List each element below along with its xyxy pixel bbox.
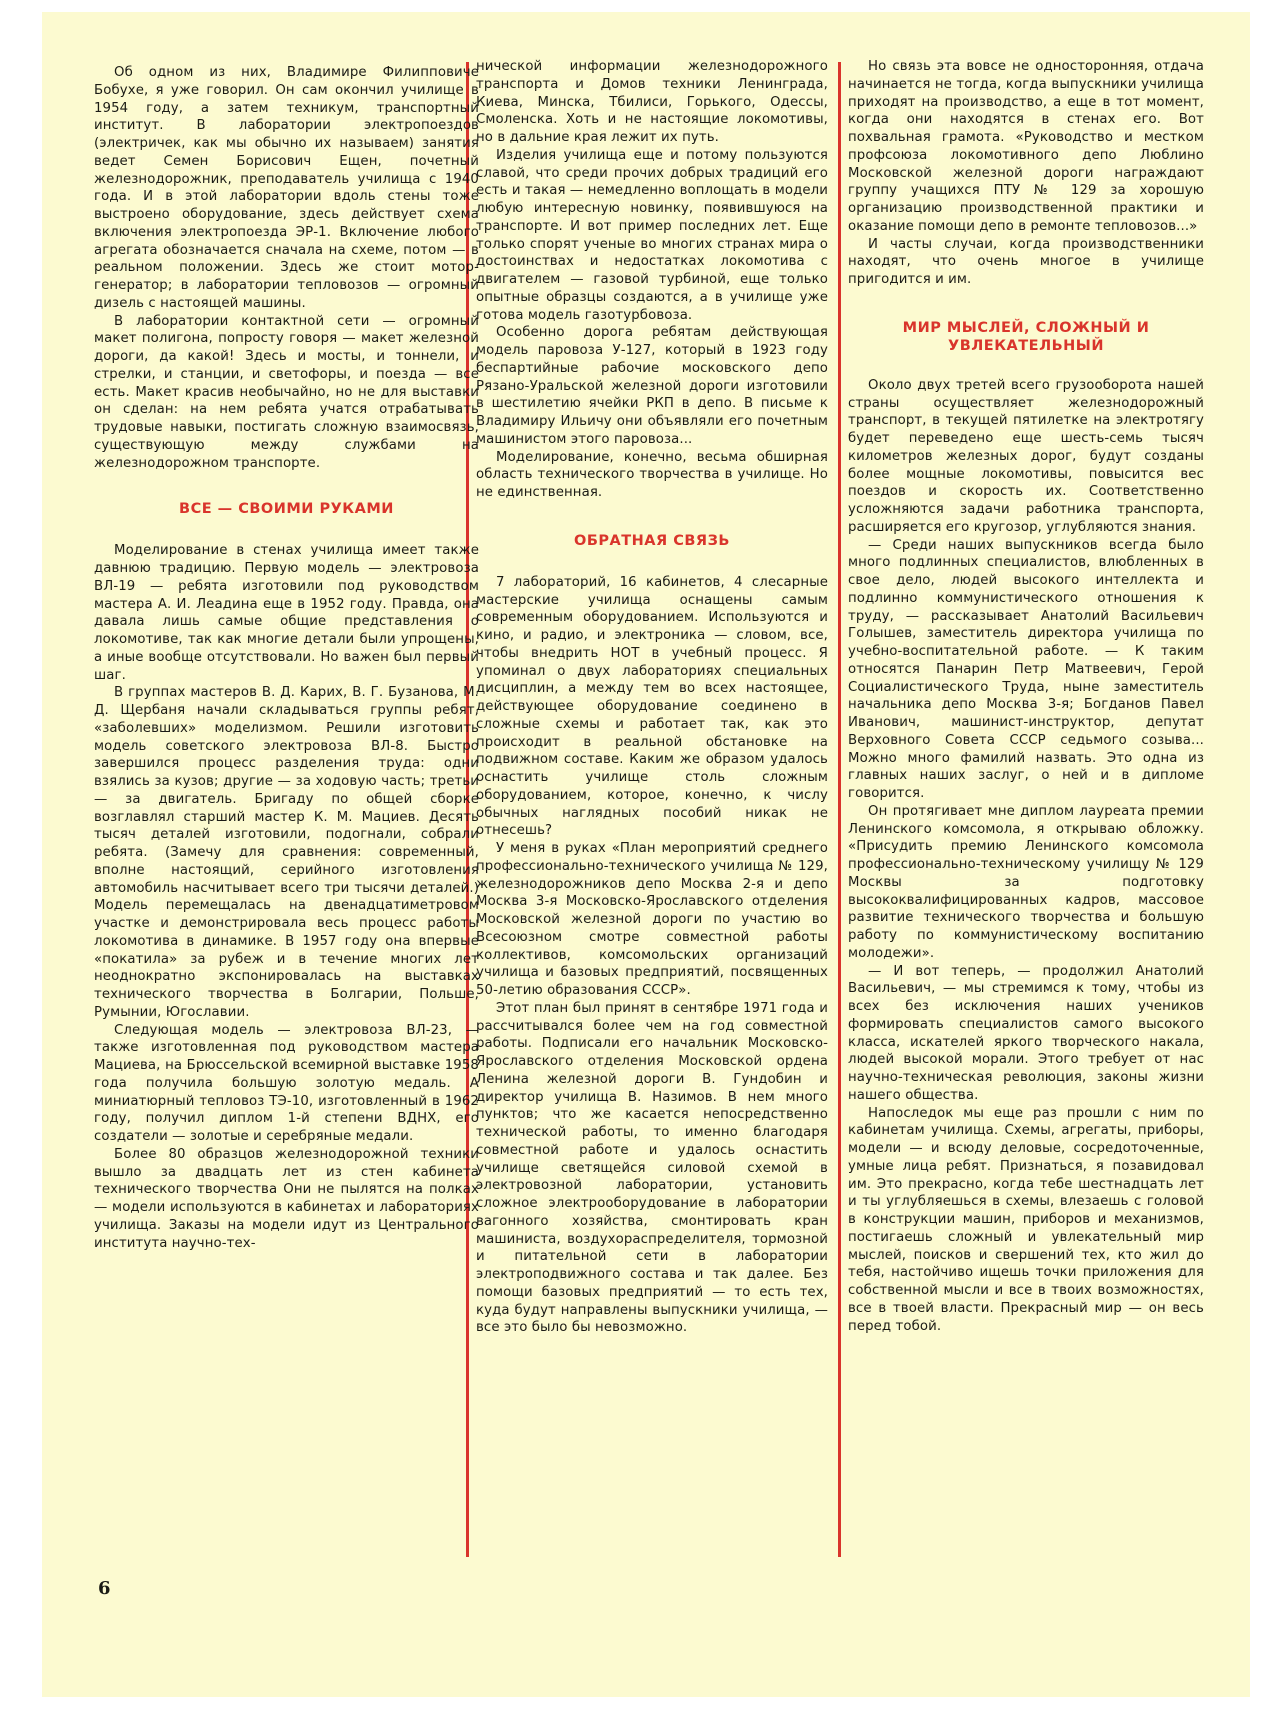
magazine-page	[42, 12, 1250, 1697]
paragraph: В лаборатории контактной сети — огромный макет полигона, попросту говоря — макет железной дороги, да какой! Здесь и мосты, и тоннели, и стрелки, и станции, и светофоры, и поезда — все есть. Макет красив необычайно, но не для выставки он сделан: на нем ребята учатся отрабатывать трудовые навыки, постигать сложную взаимосвязь, существующую между службами на железнодорожном транспорте.	[94, 313, 479, 471]
column-3	[848, 58, 1204, 1335]
section-heading	[848, 319, 1204, 355]
paragraph: Около двух третей всего грузооборота нашей страны осуществляет железнодорожный транспорт, в текущей пятилетке на электротягу будет переведено еще шесть-семь тысяч километров железных дорог, будут созданы более мощные локомотивы, повысится вес поездов и скорость их. Соответственно усложняются задачи работника транспорта, расширяется его кругозор, углубляются знания.	[848, 377, 1204, 535]
paragraph: Он протягивает мне диплом лауреата премии Ленинского комсомола, я открываю обложку. «Присудить премию Ленинского комсомола профессионально-техническому училищу № 129 Москвы за подготовку высококвалифицированных кадров, массовое развитие технического творчества и большую работу по коммунистическому воспитанию молодежи».	[848, 803, 1204, 961]
paragraph: — Среди наших выпускников всегда было много подлинных специалистов, влюбленных в свое дело, людей высокого интеллекта и подлинно коммунистического отношения к труду, — рассказывает Анатолий Васильевич Голышев, заместитель директора училища по учебно-воспитательной работе. — К таким относятся Панарин Петр Матвеевич, Герой Социалистического Труда, ныне заместитель начальника депо Москва 3-я; Богданов Павел Иванович, машинист-инструктор, депутат Верховного Совета СССР седьмого созыва... Можно много фамилий назвать. Это одна из главных наших заслуг, о ней и в дипломе говорится.	[848, 537, 1204, 801]
paragraph: Моделирование, конечно, весьма обширная область технического творчества в училище. Но не единственная.	[476, 449, 828, 500]
column-1	[94, 64, 479, 1252]
paragraph: Напоследок мы еще раз прошли с ним по кабинетам училища. Схемы, агрегаты, приборы, модели — и всюду деловые, сосредоточенные, умные лица ребят. Признаться, я позавидовал им. Это прекрасно, когда тебе шестнадцать лет и ты углубляешься в схемы, влезаешь с головой в конструкции машин, приборов и механизмов, постигаешь сложный и увлекательный мир мыслей, поисков и свершений тех, кто жил до тебя, настойчиво ищешь точки приложения для собственной мысли и все в твоих возможностях, все в твоей власти. Прекрасный мир — он весь перед тобой.	[848, 1105, 1204, 1334]
paragraph: Этот план был принят в сентябре 1971 года и рассчитывался более чем на год совместной работы. Подписали его начальник Московско-Ярославского отделения Московской ордена Ленина железной дороги В. Гундобин и директор училища В. Назимов. В нем много пунктов; что же касается непосредственно технической работы, то именно благодаря совместной работе и удалось оснастить училище светящейся силовой схемой в электровозной лаборатории, установить сложное электрооборудование в лаборатории вагонного хозяйства, смонтировать кран машиниста, воздухораспределителя, тормозной и питательной сети в лаборатории электроподвижного состава и так далее. Без помощи базовых предприятий — то есть тех, куда будут направлены выпускники училища, — все это было бы невозможно.	[476, 1000, 828, 1336]
paragraph: нической информации железнодорожного транспорта и Домов техники Ленинграда, Киева, Минска, Тбилиси, Горького, Одессы, Смоленска. Хоть и не настоящие локомотивы, но в дальние края лежит их путь.	[476, 59, 828, 145]
paragraph: Моделирование в стенах училища имеет также давнюю традицию. Первую модель — электровоза ВЛ-19 — ребята изготовили под руководством мастера А. И. Леадина еще в 1952 году. Правда, она давала лишь самые общие представления о локомотиве, так как многие детали были упрощены, а иные вообще отсутствовали. Но важен был первый шаг.	[94, 543, 479, 683]
section-heading: ОБРАТНАЯ СВЯЗЬ	[574, 532, 730, 549]
paragraph: В группах мастеров В. Д. Карих, В. Г. Бузанова, М. Д. Щербаня начали складываться группы ребят, «заболевших» моделизмом. Решили изготовить модель советского электровоза ВЛ-8. Быстро завершился процесс разделения труда: одни взялись за кузов; другие — за ходовую часть; третьи — за двигатель. Бригаду по общей сборке возглавлял старший мастер К. М. Мациев. Десять тысяч деталей изготовили, подогнали, собрали ребята. (Замечу для сравнения: современный, вполне настоящий, серийного изготовления автомобиль насчитывает всего три тысячи деталей.) Модель перемещалась на двенадцатиметровом участке и демонстрировала весь процесс работы локомотива в динамике. В 1957 году она впервые «покатила» за рубеж и в течение многих лет неоднократно экспонировалась на выставках технического творчества в Болгарии, Польше, Румынии, Югославии.	[94, 685, 479, 1020]
page-number: 6	[98, 1578, 111, 1599]
paragraph: Следующая модель — электровоза ВЛ-23, — также изготовленная под руководством мастера Мациева, на Брюссельской всемирной выставке 1958 года получила большую золотую медаль. А миниатюрный тепловоз ТЭ-10, изготовленный в 1962 году, получил диплом 1-й степени ВДНХ, его создатели — золотые и серебряные медали.	[94, 1022, 479, 1144]
column-2	[476, 58, 828, 1337]
paragraph: Об одном из них, Владимире Филипповиче Бобухе, я уже говорил. Он сам окончил училище в 1954 году, а затем техникум, транспортный институт. В лаборатории электропоездов (электричек, как мы обычно их называем) занятия ведет Семен Борисович Ещен, почетный железнодорожник, преподаватель училища с 1940 года. И в этой лаборатории вдоль стены тоже выстроено оборудование, здесь действует схема включения электропоезда ЭР-1. Включение любого агрегата обозначается сначала на схеме, потом — в реальном положении. Здесь же стоит мотор-генератор; в лаборатории тепловозов — огромный дизель с настоящей машины.	[94, 65, 479, 311]
column-divider-right	[838, 62, 841, 1557]
paragraph: Но связь эта вовсе не односторонняя, отдача начинается не тогда, когда выпускники училища приходят на производство, а еще в тот момент, когда они находятся в стенах его. Вот похвальная грамота. «Руководство и местком профсоюза локомотивного депо Люблино Московской железной дороги награждают группу учащихся ПТУ № 129 за хорошую организацию производственной практики и оказание помощи депо в ремонте тепловозов...»	[848, 59, 1204, 234]
paragraph: И часты случаи, когда производственники находят, что очень многое в училище пригодится и им.	[848, 236, 1204, 287]
section-heading-line: УВЛЕКАТЕЛЬНЫЙ	[948, 337, 1104, 354]
section-heading-line: МИР МЫСЛЕЙ, СЛОЖНЫЙ И	[902, 319, 1150, 336]
paragraph: Изделия училища еще и потому пользуются славой, что среди прочих добрых традиций его есть и такая — немедленно воплощать в модели любую интересную новинку, появившуюся на транспорте. И вот пример последних лет. Еще только спорят ученые во многих странах мира о достоинствах и недостатках локомотива с двигателем — газовой турбиной, еще только опытные образцы создаются, а в училище уже готова модель газотурбовоза.	[476, 147, 828, 323]
paragraph: Более 80 образцов железнодорожной техники вышло за двадцать лет из стен кабинета технического творчества Они не пылятся на полках — модели используются в кабинетах и лабораториях училища. Заказы на модели идут из Центрального института научно-тех-	[94, 1146, 479, 1251]
paragraph: 7 лабораторий, 16 кабинетов, 4 слесарные мастерские училища оснащены самым современным оборудованием. Используются и кино, и радио, и электроника — словом, все, чтобы внедрить НОТ в учебный процесс. Я упоминал о двух лабораториях специальных дисциплин, а между тем во всех настоящее, действующее оборудование соединено в сложные схемы и работает так, как это происходит в реальной обстановке на подвижном составе. Каким же образом удалось оснастить училище столь сложным оборудованием, которое, конечно, к числу обычных наглядных пособий никак не отнесешь?	[476, 574, 828, 839]
paragraph: У меня в руках «План мероприятий среднего профессионально-технического училища № 129, железнодорожников депо Москва 2-я и депо Москва 3-я Московско-Ярославского отделения Московской железной дороги по участию во Всесоюзном смотре совместной работы коллективов, комсомольских организаций училища и базовых предприятий, посвященных 50-летию образования СССР».	[476, 841, 828, 998]
paragraph: Особенно дорога ребятам действующая модель паровоза У-127, который в 1923 году беспартийные рабочие московского депо Рязано-Уральской железной дороги изготовили в шестилетию ячейки РКП в депо. В письме к Владимиру Ильичу они объявляли его почетным машинистом этого паровоза...	[476, 325, 828, 447]
section-heading: ВСЕ — СВОИМИ РУКАМИ	[179, 501, 394, 518]
paragraph: — И вот теперь, — продолжил Анатолий Васильевич, — мы стремимся к тому, чтобы из всех без исключения наших учеников формировать специалистов самого высокого класса, искателей яркого творческого накала, людей высокой морали. Этого требует от нас научно-техническая революция, законы жизни нашего общества.	[848, 963, 1204, 1103]
